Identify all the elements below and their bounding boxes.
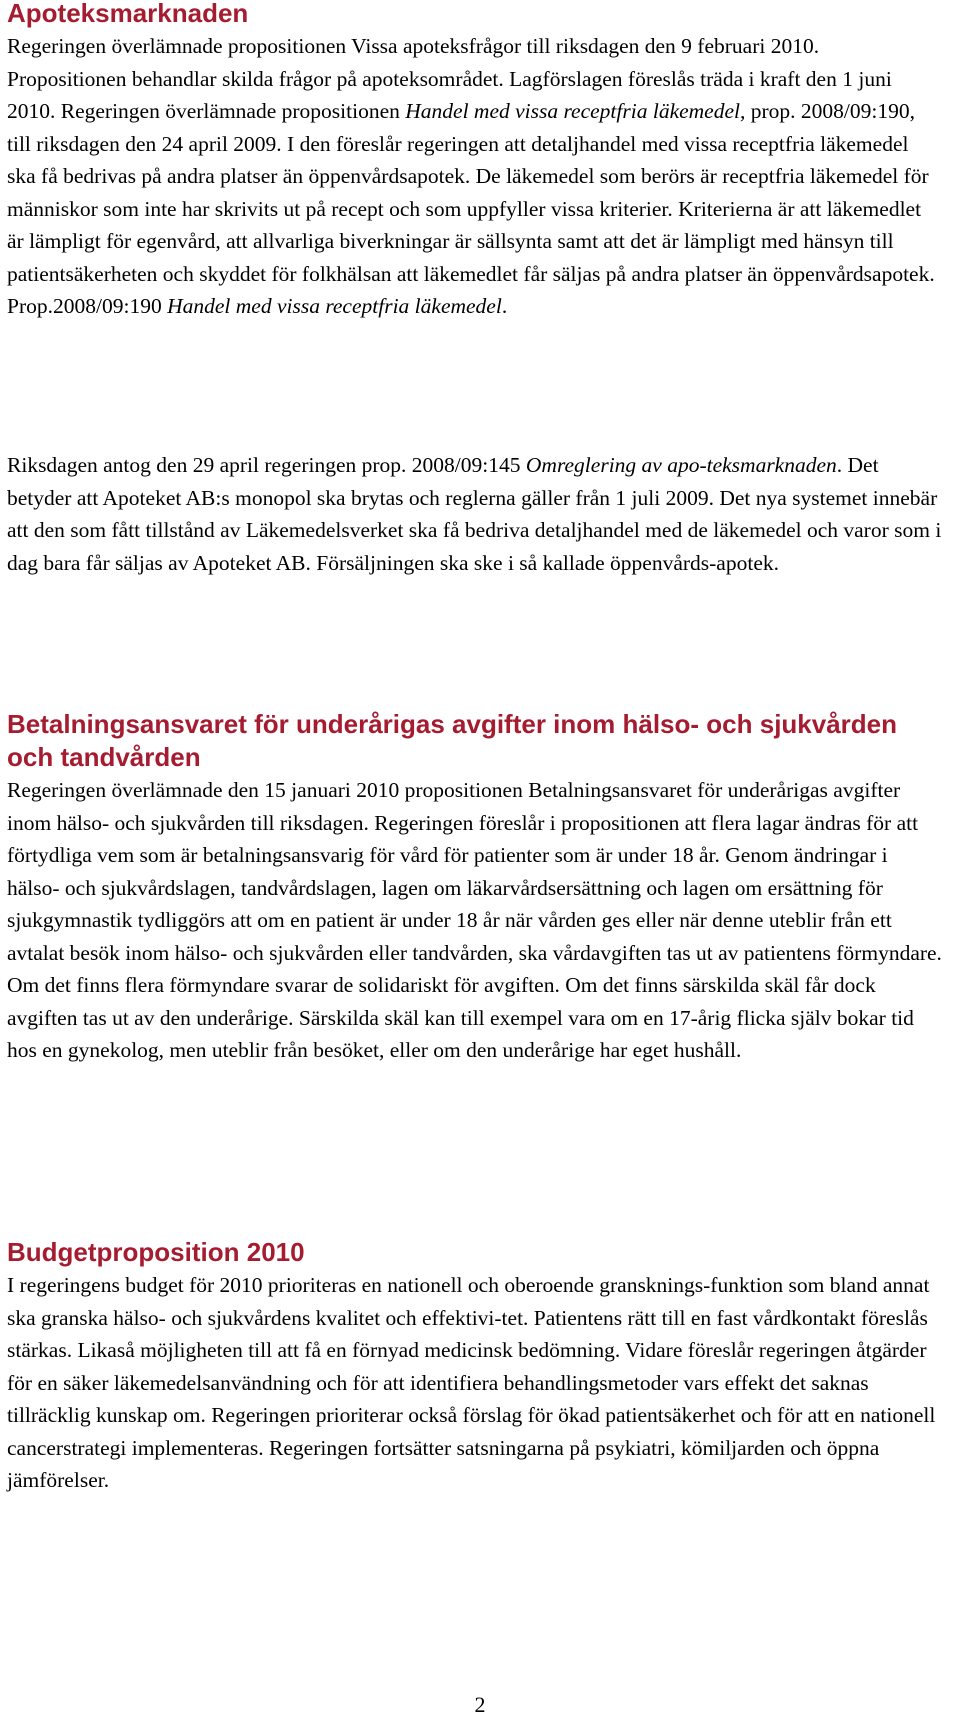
- section-apoteksmarknaden-part2: [7, 449, 942, 579]
- text-segment: prop. 2008/09:190, till riksdagen den 24 april 2009. I den föreslår regeringen att detaljhandel med vissa receptfria läkemedel ska få bedrivas på andra platser än öppenvårdsapotek. De läkemedel som berörs är receptfria läkemedel för människor som inte har skrivits ut på recept och som uppfyller vissa kriterier. Kriterierna är att läkemedlet är lämpligt för egenvård, att allvarliga biverkningar är sällsynta samt att det är lämpligt med hänsyn till patientsäkerheten och skyddet för folkhälsan att läkemedlet får säljas på andra platser än öppenvårdsapotek. Prop.2008/09:190: [7, 99, 935, 318]
- section-budgetproposition: [7, 1236, 942, 1497]
- text-segment: I regeringens budget för 2010 prioriteras en nationell och oberoende gransknings-funktion som bland annat ska granska hälso- och sjukvårdens kvalitet och effektivi-tet. Patientens rätt till en fast vårdkontakt föreslås stärkas. Likaså möjligheten till att få en förnyad medicinsk bedömning. Vidare föreslår regeringen åtgärder för en säker läkemedelsanvändning och för att identifiera behandlingsmetoder vars effekt det saknas tillräcklig kunskap om. Regeringen prioriterar också förslag för ökad patientsäkerhet och för att en nationell cancerstrategi implementeras. Regeringen fortsätter satsningarna på psykiatri, kömiljarden och öppna jämförelser.: [7, 1273, 936, 1492]
- text-segment: .: [501, 294, 508, 318]
- text-segment-italic: Handel med vissa receptfria läkemedel: [167, 294, 502, 318]
- section-heading: Betalningsansvaret för underårigas avgifter inom hälso- och sjukvården och tandvården: [7, 709, 898, 772]
- section-paragraph: [7, 449, 942, 579]
- text-segment: Riksdagen antog den 29 april regeringen prop. 2008/09:145: [7, 453, 526, 477]
- section-paragraph: [7, 30, 942, 323]
- text-segment-italic: Omreglering av apo-teksmarknaden: [525, 453, 837, 477]
- section-apoteksmarknaden: [7, 0, 942, 323]
- section-paragraph: [7, 1269, 942, 1497]
- text-segment-italic: Handel med vissa receptfria läkemedel,: [405, 99, 746, 123]
- section-paragraph: [7, 774, 942, 1067]
- section-betalningsansvaret: [7, 708, 942, 1067]
- section-heading: Apoteksmarknaden: [7, 0, 249, 28]
- page-number: 2: [474, 1692, 486, 1717]
- section-heading: Budgetproposition 2010: [7, 1237, 305, 1267]
- text-segment: Regeringen överlämnade propositionen Vissa apoteksfrågor till riksdagen den 9 februari 2010. Propositionen behandlar skilda frågor på apoteksområdet. Lagförslagen föreslås träda i kraft den 1 juni 2010. Regeringen överlämnade propositionen: [7, 34, 892, 123]
- text-segment: Regeringen överlämnade den 15 januari 2010 propositionen Betalningsansvaret för underårigas avgifter inom hälso- och sjukvården till riksdagen. Regeringen föreslår i propositionen att flera lagar ändras för att förtydliga vem som är betalningsansvarig för vård för patienter som är under 18 år. Genom ändringar i hälso- och sjukvårdslagen, tandvårdslagen, lagen om läkarvårdsersättning och lagen om ersättning för sjukgymnastik tydliggörs att om en patient är under 18 år när vården ges eller när denne uteblir från ett avtalat besök inom hälso- och sjukvården eller tandvården, ska vårdavgiften tas ut av patientens förmyndare. Om det finns flera förmyndare svarar de solidariskt för avgiften. Om det finns särskilda skäl får dock avgiften tas ut av den underårige. Särskilda skäl kan till exempel vara om en 17-årig flicka själv bokar tid hos en gynekolog, men uteblir från besöket, eller om den underårige har eget hushåll.: [7, 778, 942, 1062]
- text-segment: . Det betyder att Apoteket AB:s monopol ska brytas och reglerna gäller från 1 juli 2009. Det nya systemet innebär att den som fått tillstånd av Läkemedelsverket ska få bedriva detaljhandel med de läkemedel och varor som i dag bara får säljas av Apoteket AB. Försäljningen ska ske i så kallade öppenvårds-apotek.: [7, 453, 942, 575]
